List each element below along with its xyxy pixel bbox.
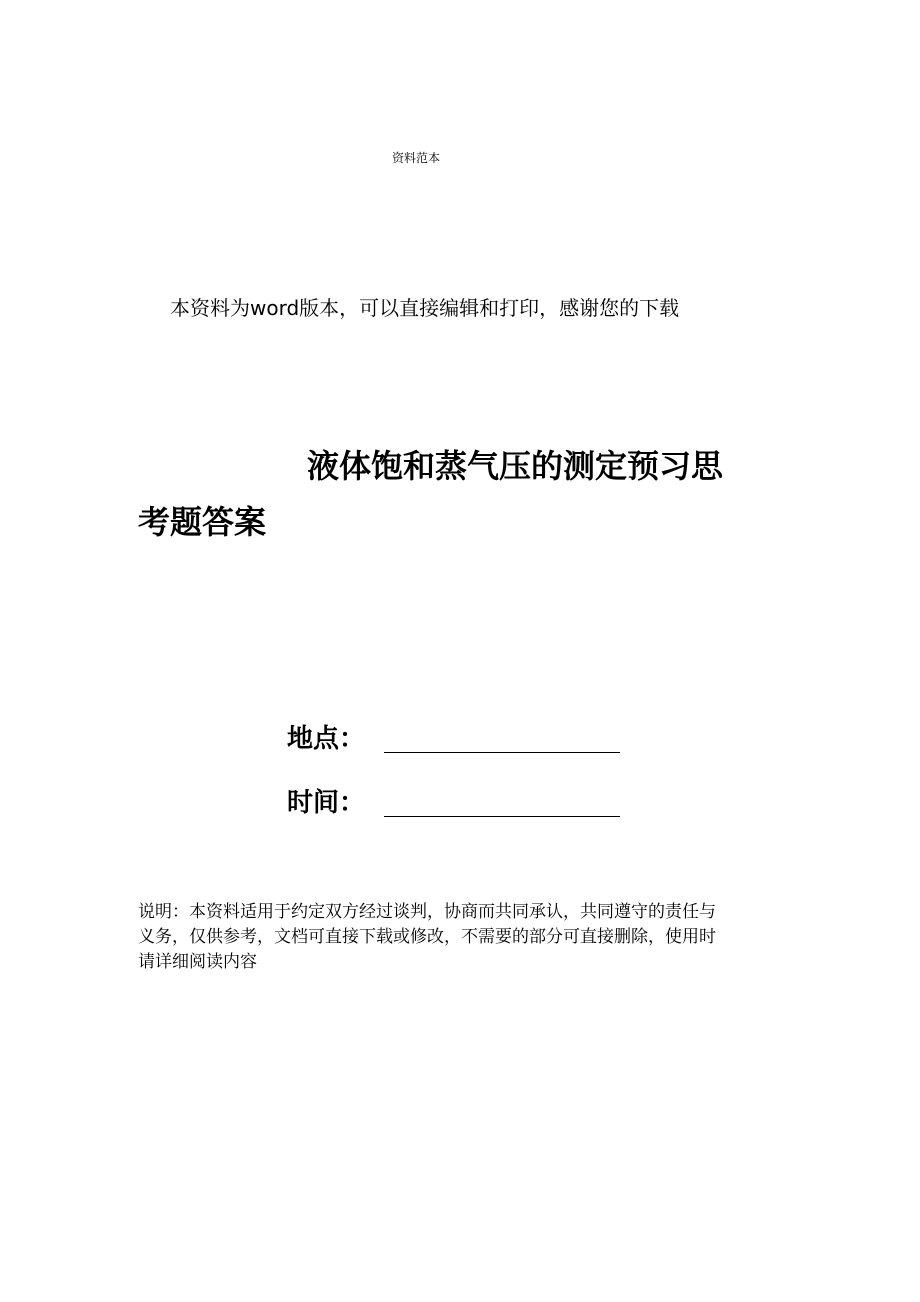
time-blank-line — [384, 816, 620, 817]
location-blank-line — [384, 752, 620, 753]
time-label: 时间： — [287, 788, 366, 818]
document-title-line-1: 液体饱和蒸气压的测定预习思 — [307, 447, 724, 485]
disclaimer-line-1: 说明：本资料适用于约定双方经过谈判，协商而共同承认，共同遵守的责任与 — [138, 902, 716, 922]
time-field — [287, 782, 627, 822]
location-label: 地点： — [287, 724, 366, 754]
disclaimer-line-2: 义务，仅供参考，文档可直接下载或修改，不需要的部分可直接删除，使用时 — [138, 927, 716, 947]
location-field — [287, 718, 627, 758]
disclaimer-line-3: 请详细阅读内容 — [138, 952, 257, 972]
download-notice: 本资料为word版本，可以直接编辑和打印，感谢您的下载 — [170, 296, 680, 320]
header-label: 资料范本 — [392, 151, 441, 165]
disclaimer — [138, 900, 778, 975]
document-title-line-2: 考题答案 — [138, 503, 267, 541]
